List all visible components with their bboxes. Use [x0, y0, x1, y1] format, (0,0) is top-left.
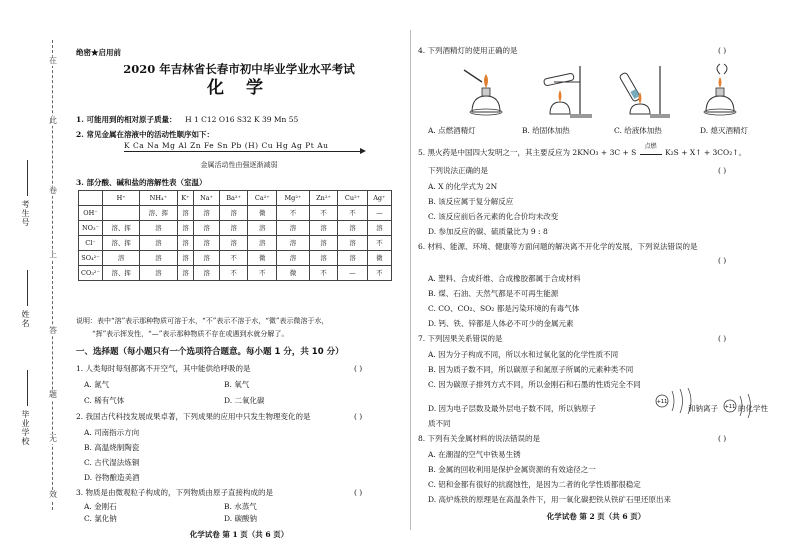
- option: D. 因为电子层数及最外层电子数不同，所以钠原子: [428, 404, 597, 413]
- question-6: 6. 材料、能源、环境、健康等方面问题的解决离不开化学的发展，下列说法错误的是: [418, 242, 698, 251]
- name-label: 姓名: [21, 310, 30, 328]
- extinguish-lamp-illustration: [686, 62, 756, 120]
- table-cell: 溶: [338, 251, 367, 266]
- table-header: K⁺: [177, 191, 194, 206]
- option: D. 高炉炼铁的原理是在高温条件下，用一氧化碳把铁从铁矿石里还原出来: [428, 495, 672, 504]
- option: A. 点燃酒精灯: [428, 126, 476, 135]
- table-cell: 溶: [140, 221, 177, 236]
- table-cell: 溶: [194, 221, 219, 236]
- table-cell: 溶: [140, 251, 177, 266]
- question-8: 8. 下列有关金属材料的说法错误的是: [418, 434, 541, 443]
- question-4: 4. 下列酒精灯的使用正确的是: [418, 46, 518, 55]
- table-cell: CO₃²⁻: [79, 266, 103, 281]
- option: B. 给固体加热: [522, 126, 570, 135]
- option: D. 谷物酿造美酒: [84, 473, 140, 482]
- table-cell: —: [338, 266, 367, 281]
- svg-text:+11: +11: [724, 404, 736, 410]
- answer-blank[interactable]: ( ): [718, 256, 727, 265]
- option-continued: 质不同: [428, 419, 451, 428]
- table-cell: 溶: [277, 221, 309, 236]
- table-cell: 溶: [309, 236, 338, 251]
- table-cell: 溶: [338, 221, 367, 236]
- activity-series: K Ca Na Mg Al Zn Fe Sn Pb (H) Cu Hg Ag Pt Au: [124, 141, 329, 150]
- table-row: [79, 251, 392, 266]
- table-row: [79, 221, 392, 236]
- option: C. 稀有气体: [84, 396, 125, 405]
- activity-series-note: 金属活动性由强逐渐减弱: [200, 161, 278, 169]
- page-1: [74, 0, 404, 560]
- option: B. 因为质子数不同，所以碳原子和氮原子所属的元素种类不同: [428, 365, 634, 374]
- option: C. 古代湿法炼铜: [84, 458, 140, 467]
- table-row: [79, 206, 392, 221]
- option: D. 熄灭酒精灯: [700, 126, 749, 135]
- question-3: 3. 物质是由微观粒子构成的，下列物质由原子直接构成的是: [76, 488, 274, 497]
- examinee-number-label: 考生号: [21, 200, 30, 227]
- binding-char: 答: [49, 326, 57, 335]
- table-cell: 微: [367, 251, 391, 266]
- table-cell: OH⁻: [79, 206, 103, 221]
- answer-blank[interactable]: ( ): [718, 46, 727, 55]
- answer-blank[interactable]: ( ): [718, 334, 727, 343]
- atomic-mass-values: H 1 C12 O16 S32 K 39 Mn 55: [185, 115, 299, 124]
- reaction-condition: [640, 143, 662, 155]
- option: B. 该反应属于复分解反应: [428, 197, 514, 206]
- table-cell: 溶、挥: [103, 236, 140, 251]
- option: D. 钙、铁、锌都是人体必不可少的金属元素: [428, 319, 574, 328]
- binding-char: 此: [49, 116, 57, 125]
- table-header: Na⁺: [194, 191, 219, 206]
- table-cell: 溶: [103, 251, 140, 266]
- table-cell: 溶: [309, 251, 338, 266]
- confidential-label: 绝密★启用前: [76, 48, 121, 57]
- table-header-row: [79, 191, 392, 206]
- solubility-table-title: 3. 部分酸、碱和盐的溶解性表（室温）: [76, 178, 207, 187]
- answer-blank[interactable]: ( ): [354, 488, 363, 497]
- table-cell: 溶、挥: [103, 221, 140, 236]
- table-cell: [103, 206, 140, 221]
- table-cell: 溶: [248, 236, 277, 251]
- table-cell: 溶: [194, 236, 219, 251]
- answer-blank[interactable]: ( ): [718, 434, 727, 443]
- school-label: 毕业学校: [21, 410, 30, 446]
- option: C. CO、CO₂、SO₂ 都是污染环境的有毒气体: [428, 304, 580, 313]
- table-cell: 不: [367, 266, 391, 281]
- table-cell: 不: [248, 266, 277, 281]
- answer-blank[interactable]: ( ): [354, 364, 363, 373]
- table-cell: 溶: [338, 236, 367, 251]
- lighting-lamp-illustration: [452, 62, 522, 120]
- question-1: 1. 人类每时每刻都离不开空气，其中能供给呼吸的是: [76, 364, 251, 373]
- heating-liquid-illustration: [608, 62, 678, 120]
- table-cell: 不: [309, 266, 338, 281]
- option: A. 金刚石: [84, 502, 117, 511]
- option: A. 因为分子构成不同，所以水和过氧化氢的化学性质不同: [428, 350, 619, 359]
- table-header: [79, 191, 103, 206]
- activity-series-title: 2. 常见金属在溶液中的活动性顺序如下：: [76, 130, 214, 139]
- table-cell: SO₄²⁻: [79, 251, 103, 266]
- binding-char: 上: [49, 250, 57, 259]
- binding-char: 效: [49, 490, 57, 499]
- question-2: 2. 我国古代科技发展成果卓著，下列成果的应用中只发生物理变化的是: [76, 412, 311, 421]
- table-cell: 不: [309, 206, 338, 221]
- option: D. 参加反应的碳、硫质量比为 9 : 8: [428, 227, 548, 236]
- atomic-mass-title: 1. 可能用到的相对原子质量：: [76, 115, 177, 124]
- table-cell: 不: [338, 206, 367, 221]
- table-cell: 溶: [177, 206, 194, 221]
- option: B. 高温烧制陶瓷: [84, 443, 140, 452]
- question-5-equation: K₂S + X↑ + 3CO₂↑。: [665, 148, 746, 157]
- table-row: [79, 266, 392, 281]
- question-7: 7. 下列因果关系错误的是: [418, 334, 503, 343]
- answer-blank[interactable]: ( ): [718, 166, 727, 175]
- table-header: Zn²⁺: [309, 191, 338, 206]
- heating-solid-illustration: [530, 62, 600, 120]
- table-header: NH₄⁺: [140, 191, 177, 206]
- examinee-number-field[interactable]: [27, 160, 28, 196]
- option: B. 氧气: [224, 380, 250, 389]
- option-continued: 的化学性: [738, 404, 768, 413]
- table-cell: 微: [248, 206, 277, 221]
- option: A. 在潮湿的空气中铁易生锈: [428, 450, 521, 459]
- table-cell: 溶: [248, 221, 277, 236]
- binding-char: 在: [49, 56, 57, 65]
- table-cell: NO₃⁻: [79, 221, 103, 236]
- binding-char: 卷: [49, 186, 57, 195]
- binding-strip: [0, 0, 70, 560]
- table-note-2: “挥”表示挥发性，“—”表示那种物质不存在或遇到水就分解了。: [92, 330, 289, 338]
- ignite-condition: 点燃: [644, 143, 657, 150]
- table-header: Ca²⁺: [248, 191, 277, 206]
- table-cell: 溶、挥: [103, 266, 140, 281]
- table-cell: 微: [248, 251, 277, 266]
- option: C. 给液体加热: [614, 126, 662, 135]
- table-cell: 不: [367, 236, 391, 251]
- option: C. 铝和金都有很好的抗腐蚀性，是因为二者的化学性质都很稳定: [428, 480, 641, 489]
- option: A. 司南指示方向: [84, 428, 140, 437]
- table-cell: 溶: [194, 206, 219, 221]
- series-arrow-line: [124, 151, 364, 152]
- table-cell: 溶: [194, 266, 219, 281]
- binding-char: 题: [49, 390, 57, 399]
- table-header: Ba²⁺: [219, 191, 248, 206]
- question-5-sub: 下列说法正确的是: [428, 166, 488, 175]
- table-cell: 溶: [140, 236, 177, 251]
- atomic-mass-label: [76, 115, 298, 124]
- option: C. 氯化钠: [84, 514, 117, 523]
- option: C. 该反应前后各元素的化合价均未改变: [428, 212, 559, 221]
- question-5-stem: 5. 黑火药是中国四大发明之一，其主要反应为 2KNO₃ + 3C + S: [418, 148, 637, 157]
- page-divider: [410, 30, 411, 530]
- solubility-table: [78, 190, 392, 281]
- option: B. 金属的回收利用是保护金属资源的有效途径之一: [428, 465, 596, 474]
- table-cell: 溶: [277, 251, 309, 266]
- table-cell: 溶: [219, 206, 248, 221]
- table-header: Mg²⁺: [277, 191, 309, 206]
- table-header: Cu²⁺: [338, 191, 367, 206]
- table-cell: 不: [219, 251, 248, 266]
- page-footer: 化学试卷 第 2 页（共 6 页）: [546, 512, 646, 521]
- subject-title: 化 学: [207, 78, 271, 98]
- binding-char: 无: [49, 434, 57, 443]
- page-footer: 化学试卷 第 1 页（共 6 页）: [189, 530, 289, 539]
- option: C. 因为碳原子排列方式不同，所以金刚石和石墨的性质完全不同: [428, 380, 641, 389]
- question-5: [418, 143, 774, 157]
- option: A. X 的化学式为 2N: [428, 182, 498, 191]
- table-cell: 不: [277, 206, 309, 221]
- name-field[interactable]: [27, 270, 28, 306]
- section-heading: 一、选择题（每小题只有一个选项符合题意。每小题 1 分，共 10 分）: [76, 347, 344, 357]
- table-cell: 溶: [277, 236, 309, 251]
- answer-blank[interactable]: ( ): [354, 412, 363, 421]
- table-cell: 溶: [219, 221, 248, 236]
- option: A. 氮气: [84, 380, 110, 389]
- table-cell: 溶: [177, 221, 194, 236]
- table-header: H⁺: [103, 191, 140, 206]
- table-cell: 不: [219, 266, 248, 281]
- table-note-1: 说明：表中“溶”表示那种物质可溶于水，“不”表示不溶于水，“微”表示微溶于水，: [76, 317, 329, 325]
- option: D. 二氧化碳: [224, 396, 265, 405]
- table-cell: 溶: [177, 251, 194, 266]
- page-2: [418, 0, 774, 560]
- table-row: [79, 236, 392, 251]
- option: B. 水蒸气: [224, 502, 257, 511]
- arrow-right-icon: [360, 148, 366, 154]
- exam-title: 2020 年吉林省长春市初中毕业学业水平考试: [123, 62, 355, 76]
- table-cell: 溶: [309, 221, 338, 236]
- table-cell: 溶: [177, 266, 194, 281]
- svg-text:+11: +11: [656, 399, 668, 405]
- table-cell: 溶: [177, 236, 194, 251]
- option: D. 碳酸钠: [224, 514, 258, 523]
- table-header: Ag⁺: [367, 191, 391, 206]
- table-cell: 溶: [219, 236, 248, 251]
- option-continued: 和钠离子: [688, 404, 718, 413]
- table-cell: 溶: [367, 221, 391, 236]
- school-field[interactable]: [27, 370, 28, 406]
- option: A. 塑料、合成纤维、合成橡胶都属于合成材料: [428, 274, 581, 283]
- option: B. 煤、石油、天然气都是不可再生能源: [428, 289, 559, 298]
- table-cell: 溶、挥: [140, 206, 177, 221]
- table-cell: 溶: [194, 251, 219, 266]
- table-cell: —: [367, 206, 391, 221]
- table-cell: Cl⁻: [79, 236, 103, 251]
- table-cell: 微: [277, 266, 309, 281]
- table-cell: 溶: [140, 266, 177, 281]
